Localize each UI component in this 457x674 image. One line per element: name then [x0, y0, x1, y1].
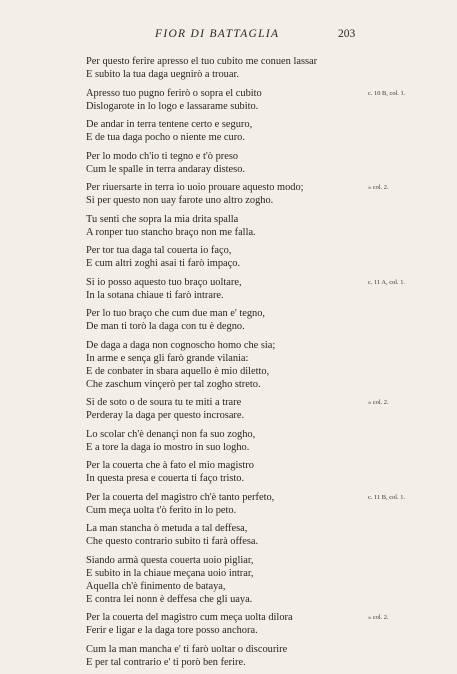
verse-line: E subito in la chiaue meçana uoio intrar,	[86, 567, 254, 579]
stanza	[86, 307, 386, 333]
verse-line: E de tua daga pocho o niente me curo.	[86, 132, 245, 143]
folio-reference: » col. 2.	[368, 184, 389, 191]
verse-line: Aquella ch'è finimento de bataya,	[86, 580, 226, 592]
verse-line: E subito la tua daga uegnirò a trouar.	[86, 69, 239, 80]
verse-text	[86, 55, 386, 674]
verse-line: Per lo modo ch'io ti tegno e t'ò preso	[86, 150, 239, 162]
verse-line: Per tor tua daga tal couerta io faço,	[86, 245, 232, 256]
verse-line: Per la couerta che à fato el mio magistro	[86, 460, 254, 471]
verse-line: Si per questo non uay farote uno altro zogho.	[86, 195, 274, 206]
verse-line: Per questo ferire apresso el tuo cubito me conuen lassar	[86, 56, 318, 67]
stanza	[86, 554, 386, 606]
verse-line: E per tal contrario e' ti porò ben ferire.	[86, 656, 246, 668]
stanza	[86, 491, 386, 517]
stanza	[86, 118, 386, 144]
verse-line: De daga a daga non cognoscho homo che sia;	[86, 339, 276, 351]
verse-line: Apresso tuo pugno ferirò o sopra el cubito	[86, 87, 262, 99]
verse-line: Per riuersarte in terra io uoio prouare aquesto modo;	[86, 182, 304, 193]
running-title: FIOR DI BATTAGLIA	[155, 28, 280, 40]
stanza	[86, 213, 386, 239]
verse-line: Tu senti che sopra la mia drita spalla	[86, 213, 239, 225]
stanza	[86, 55, 386, 81]
verse-line: E a tore la daga io mostro in suo logho.	[86, 441, 250, 453]
verse-line: La man stancha ò metuda a tal deffesa,	[86, 523, 248, 534]
page-header	[0, 28, 457, 44]
verse-line: Per la couerta del magistro cum meça uolta dilora	[86, 612, 293, 623]
stanza	[86, 181, 386, 207]
stanza	[86, 87, 386, 113]
stanza	[86, 244, 386, 270]
verse-line: De man ti torò la daga con tu è degno.	[86, 321, 245, 332]
verse-line: Perderay la daga per questo incrosare.	[86, 410, 245, 421]
stanza	[86, 276, 386, 302]
folio-reference: c. 11 B, col. 1.	[368, 494, 406, 501]
stanza	[86, 611, 386, 637]
verse-line: Si de soto o de soura tu te miti a trare	[86, 397, 242, 408]
verse-line: A ronper tuo stancho braço non me falla.	[86, 226, 256, 238]
verse-line: E contra lei nonn è deffesa che gli uaya.	[86, 593, 253, 605]
verse-line: E cum altri zoghi asai ti farò impaço.	[86, 258, 241, 269]
verse-line: Per lo tuo braço che cum due man e' tegno,	[86, 308, 266, 319]
verse-line: In arme e sença gli farò grande vilania:	[86, 352, 249, 364]
verse-line: Si io posso aquesto tuo braço uoltare,	[86, 276, 242, 288]
verse-line: Dislogarote in lo logo e lassarame subito.	[86, 100, 259, 112]
verse-line: Ferir e ligar e la daga tore posso anchora.	[86, 625, 258, 636]
stanza	[86, 643, 386, 669]
verse-line: Che zaschum vinçerò per tal zogho streto.	[86, 378, 261, 390]
stanza	[86, 428, 386, 454]
stanza	[86, 459, 386, 485]
verse-line: Che questo contrario subito ti farà offesa.	[86, 536, 259, 547]
stanza	[86, 150, 386, 176]
stanza	[86, 339, 386, 391]
stanza	[86, 396, 386, 422]
page-number: 203	[338, 28, 356, 40]
verse-line: Cum la man mancha e' ti farò uoltar o discourire	[86, 643, 288, 655]
folio-reference: » col. 2.	[368, 399, 389, 406]
stanza	[86, 522, 386, 548]
verse-line: Per la couerta del magistro ch'è tanto perfeto,	[86, 491, 275, 503]
verse-line: De andar in terra tentene certo e seguro,	[86, 119, 253, 130]
folio-reference: c. 11 A, col. 1.	[368, 279, 406, 286]
verse-line: Siando armà questa couerta uoio pigliar,	[86, 554, 254, 566]
verse-line: Cum le spalle in terra andaray disteso.	[86, 163, 245, 175]
verse-line: In la sotana chiaue ti farò intrare.	[86, 289, 224, 301]
folio-reference: » col. 2.	[368, 614, 389, 621]
verse-line: Lo scolar ch'è denançi non fa suo zogho,	[86, 428, 256, 440]
verse-line: Cum meça uolta t'ò ferito in lo peto.	[86, 504, 237, 516]
verse-line: In questa presa e couerta ti faço tristo.	[86, 473, 245, 484]
folio-reference: c. 10 B, col. 1.	[368, 90, 406, 97]
verse-line: E de conbater in sbara aquello è mio diletto,	[86, 365, 270, 377]
